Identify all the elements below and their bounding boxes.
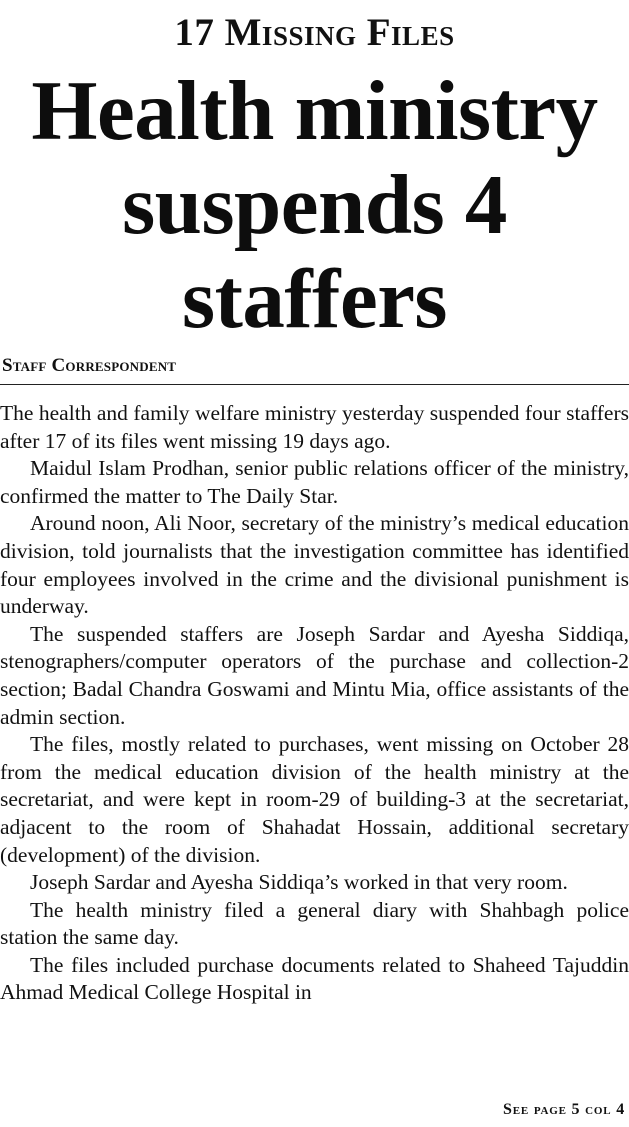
article-body bbox=[0, 400, 629, 1007]
paragraph: The files included purchase documents related to Shaheed Tajuddin Ahmad Medical College Hospital in bbox=[0, 952, 629, 1005]
byline: Staff Correspondent bbox=[2, 355, 177, 376]
paragraph: The suspended staffers are Joseph Sardar and Ayesha Siddiqa, stenographers/computer operators of the purchase and collection-2 section; Badal Chandra Goswami and Mintu Mia, office assistants of the admin section. bbox=[0, 621, 629, 729]
paragraph: The health ministry filed a general diary with Shahbagh police station the same day. bbox=[0, 897, 629, 950]
paragraph: Maidul Islam Prodhan, senior public relations officer of the ministry, confirmed the matter to The Daily Star. bbox=[0, 456, 629, 508]
paragraph: The health and family welfare ministry yesterday suspended four staffers after 17 of its files went missing 19 days ago. bbox=[0, 401, 629, 453]
paragraph: The files, mostly related to purchases, went missing on October 28 from the medical education division of the health ministry at the secretariat, and were kept in room-29 of building-3 at the secretariat, adjacent to the room of Shahadat Hossain, additional secretary (development) of the division. bbox=[0, 732, 629, 867]
byline-rule bbox=[0, 384, 629, 385]
paragraph: Joseph Sardar and Ayesha Siddiqa’s worked in that very room. bbox=[30, 870, 568, 895]
headline: Health ministry suspends 4 staffers bbox=[31, 64, 598, 346]
continuation-jump: See page 5 col 4 bbox=[503, 1101, 625, 1118]
kicker: 17 Missing Files bbox=[174, 11, 455, 54]
paragraph: Around noon, Ali Noor, secretary of the ministry’s medical education division, told journalists that the investigation committee has identified four employees involved in the crime and the divisional punishment is underway. bbox=[0, 511, 629, 619]
